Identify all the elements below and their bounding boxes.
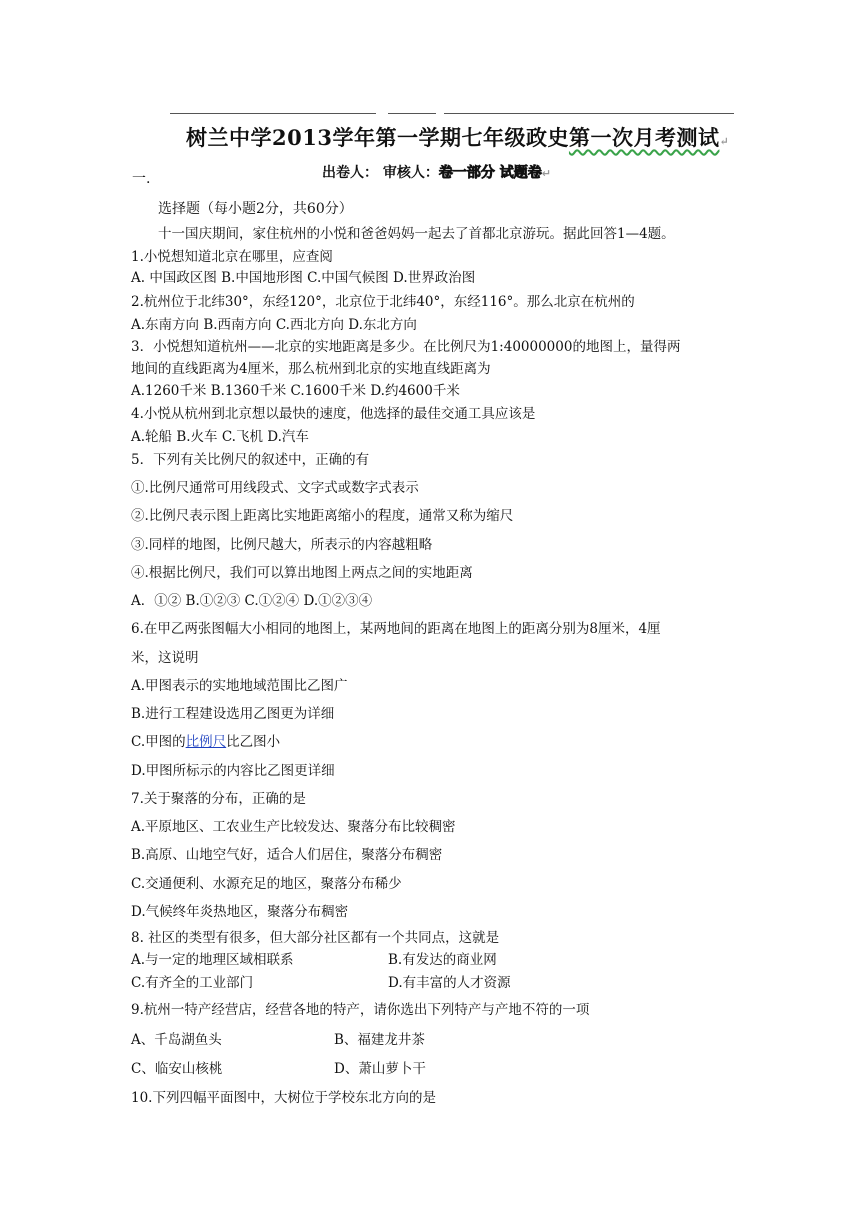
question-8-option-b: B.有发达的商业网 [388, 952, 497, 968]
question-8: 8. 社区的类型有很多，但大部分社区都有一个共同点，这就是 [131, 930, 500, 946]
question-2: 2.杭州位于北纬30°，东经120°，北京位于北纬40°，东经116°。那么北京在杭州的 [131, 294, 635, 310]
question-5-statement-3: ③.同样的地图，比例尺越大，所表示的内容越粗略 [131, 537, 433, 553]
question-7-option-d: D.气候终年炎热地区，聚落分布稠密 [131, 904, 349, 920]
question-5: 5．下列有关比例尺的叙述中，正确的有 [131, 452, 370, 468]
question-1-options: A. 中国政区图 B.中国地形图 C.中国气候图 D.世界政治图 [131, 270, 476, 286]
question-3-line2: 地间的直线距离为4厘米，那么杭州到北京的实地直线距离为 [131, 361, 491, 377]
question-6-option-b: B.进行工程建设选用乙图更为详细 [131, 706, 335, 722]
exam-meta [322, 162, 551, 182]
question-5-statement-4: ④.根据比例尺，我们可以算出地图上两点之间的实地距离 [131, 565, 473, 581]
question-10: 10.下列四幅平面图中，大树位于学校东北方向的是 [131, 1090, 436, 1106]
meta-authors: 出卷人： 审核人： [322, 165, 439, 181]
question-6-option-a: A.甲图表示的实地地域范围比乙图广 [131, 678, 348, 694]
question-5-options: A．①② B.①②③ C.①②④ D.①②③④ [131, 593, 373, 609]
question-1: 1.小悦想知道北京在哪里，应查阅 [131, 249, 333, 265]
question-4-options: A.轮船 B.火车 C.飞机 D.汽车 [131, 429, 309, 445]
question-5-statement-2: ②.比例尺表示图上距离比实地距离缩小的程度，通常又称为缩尺 [131, 508, 514, 524]
intro-text: 十一国庆期间，家住杭州的小悦和爸爸妈妈一起去了首都北京游玩。据此回答1—4题。 [158, 226, 675, 242]
option-c-prefix: C.甲图的 [131, 734, 186, 750]
question-6-option-d: D.甲图所标示的内容比乙图更详细 [131, 763, 335, 779]
paragraph-mark-icon: ↵ [541, 167, 551, 180]
question-8-option-a: A.与一定的地理区域相联系 [131, 952, 294, 968]
question-7-option-c: C.交通便利、水源充足的地区，聚落分布稀少 [131, 876, 402, 892]
header-rule-left [170, 113, 376, 114]
question-5-statement-1: ①.比例尺通常可用线段式、文字式或数字式表示 [131, 480, 419, 496]
meta-part: 卷一部分 [438, 165, 495, 181]
header-rule-right [444, 113, 734, 114]
question-8-option-d: D.有丰富的人才资源 [388, 975, 511, 991]
question-9-option-b: B、福建龙井茶 [334, 1032, 425, 1048]
question-7-option-b: B.高原、山地空气好，适合人们居住，聚落分布稠密 [131, 847, 443, 863]
exam-title-main: 树兰中学2013学年第一学期七年级政史 [186, 125, 569, 150]
question-2-options: A.东南方向 B.西南方向 C.西北方向 D.东北方向 [131, 317, 417, 333]
option-c-suffix: 比乙图小 [226, 734, 281, 750]
exam-title [186, 122, 729, 152]
question-7: 7.关于聚落的分布，正确的是 [131, 791, 306, 807]
question-9: 9.杭州一特产经营店，经营各地的特产，请你选出下列特产与产地不符的一项 [131, 1002, 590, 1018]
instructions: 选择题（每小题2分，共60分） [158, 201, 353, 217]
question-3-line1: 3．小悦想知道杭州——北京的实地距离是多少。在比例尺为1:40000000的地图上，量得两 [131, 339, 681, 355]
question-3-options: A.1260千米 B.1360千米 C.1600千米 D.约4600千米 [131, 383, 460, 399]
question-9-option-c: C、临安山核桃 [131, 1061, 223, 1077]
question-6-option-c [131, 730, 280, 750]
question-6-line1: 6.在甲乙两张图幅大小相同的地图上，某两地间的距离在地图上的距离分别为8厘米，4厘 [131, 621, 661, 637]
question-9-option-a: A、千岛湖鱼头 [131, 1032, 222, 1048]
scale-link[interactable]: 比例尺 [185, 734, 227, 750]
paragraph-mark-icon: ↵ [719, 135, 730, 148]
section-number: 一. [132, 171, 151, 187]
exam-title-underlined: 第一次月考测试 [568, 125, 720, 150]
question-8-option-c: C.有齐全的工业部门 [131, 975, 254, 991]
meta-type: 试题卷 [499, 165, 542, 181]
question-4: 4.小悦从杭州到北京想以最快的速度，他选择的最佳交通工具应该是 [131, 406, 536, 422]
question-7-option-a: A.平原地区、工农业生产比较发达、聚落分布比较稠密 [131, 819, 456, 835]
question-9-option-d: D、萧山萝卜干 [334, 1061, 426, 1077]
question-6-line2: 米，这说明 [131, 650, 199, 666]
header-rule-middle [388, 113, 436, 114]
